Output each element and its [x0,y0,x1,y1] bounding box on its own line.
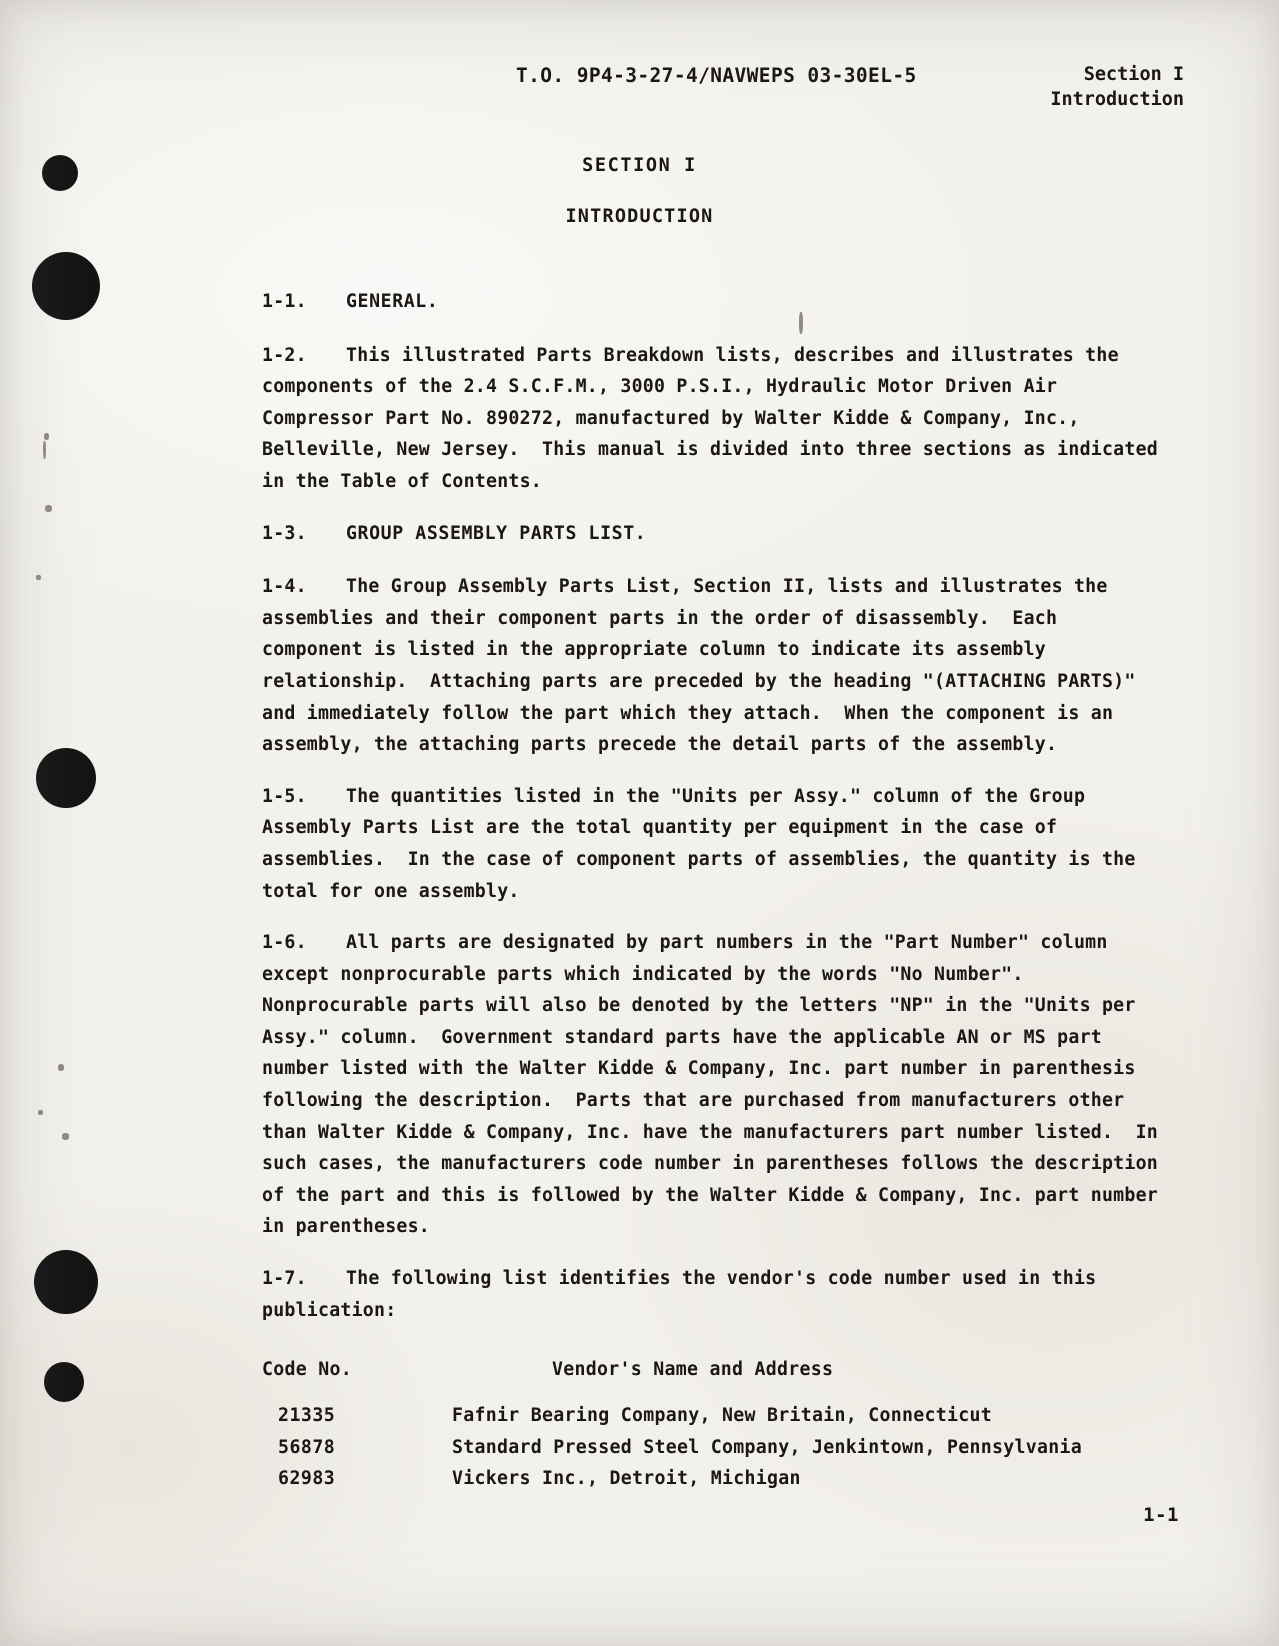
title-block [0,155,1279,227]
paragraph-number: 1-6. [262,932,307,954]
binding-hole-mark [36,748,96,808]
paragraph-text: The Group Assembly Parts List, Section II, lists and illustrates the assemblies and their component parts in the order of disassembly. Each component is listed in the appropriate column to indicate its assembly relationship. Attaching parts are preceded by the heading "(ATTACHING PARTS)" and immediately follow the part which they attach. When the component is an assembly, the attaching parts precede the detail parts of the assembly. [262,576,1147,756]
vendor-code: 21335 [278,1405,336,1427]
vendor-column-header-code: Code No. [262,1359,352,1381]
body-column [262,286,1170,1495]
paragraph-heading: GENERAL. [346,291,439,312]
paragraph-number: 1-5. [262,785,307,807]
paragraph-number: 1-3. [262,522,307,544]
vendor-row [262,1463,1162,1495]
paragraph-text: This illustrated Parts Breakdown lists, describes and illustrates the components of the 2.4 S.C.F.M., 3000 P.S.I., Hydraulic Motor Driven Air Compressor Part No. 890272, manufactured by Walter Kidde & Company, Inc., Belleville, New Jersey. This manual is divided into three sections as indicated in the Table of Contents. [262,344,1170,492]
vendor-code: 62983 [278,1468,336,1490]
paragraph-number: 1-2. [262,344,307,366]
paragraph-text: The following list identifies the vendor's code number used in this publication: [262,1268,1108,1321]
vendor-row [262,1400,1162,1432]
paragraph-1-1 [262,286,1162,318]
vendor-table-body [262,1400,1162,1495]
paragraph-number: 1-1. [262,291,307,312]
scan-speck [38,1110,43,1115]
scan-speck [62,1133,69,1140]
binding-hole-mark [32,252,100,320]
subject-title: INTRODUCTION [565,206,714,227]
scan-speck [44,433,49,440]
running-head [0,62,1279,122]
running-head-section-line2: Introduction [1050,89,1184,110]
scan-speck [36,575,41,580]
binding-hole-mark [34,1250,98,1314]
vendor-table-header [262,1354,1162,1386]
paragraph-text: All parts are designated by part numbers in the "Part Number" column except nonprocurable parts which indicated by the words "No Number". Nonprocurable parts will also be denoted by the letters "NP" in the "Units per Assy." column. Government standard parts have the applicable AN or MS part number listed with the Walter Kidde & Company, Inc. part number in parenthesis following the description. Parts that are purchased from manufacturers other than Walter Kidde & Company, Inc. have the manufacturers part number listed. In such cases, the manufacturers code number in parentheses follows the description of the part and this is followed by the Walter Kidde & Company, Inc. part number in parentheses. [262,932,1170,1238]
paragraph-1-7 [262,1263,1162,1326]
paragraph-1-4 [262,571,1162,761]
running-head-section-line1: Section I [1083,64,1184,85]
paragraph-heading: GROUP ASSEMBLY PARTS LIST. [346,522,647,544]
paragraph-text: The quantities listed in the "Units per Assy." column of the Group Assembly Parts List are the total quantity per equipment in the case of assemblies. In the case of component parts of assemblies, the quantity is the total for one assembly. [262,785,1147,902]
vendor-code-table [262,1354,1162,1495]
paragraph-1-5 [262,781,1162,907]
binding-hole-mark [44,1362,84,1402]
vendor-name-address: Vickers Inc., Detroit, Michigan [452,1468,801,1490]
paragraph-1-3 [262,518,1162,550]
section-title: SECTION I [582,155,697,176]
vendor-code: 56878 [278,1436,336,1458]
paragraph-1-6 [262,927,1170,1243]
paragraph-1-2 [262,340,1170,498]
vendor-name-address: Fafnir Bearing Company, New Britain, Connecticut [452,1405,992,1427]
vendor-name-address: Standard Pressed Steel Company, Jenkintown, Pennsylvania [452,1436,1082,1458]
running-head-document-number: T.O. 9P4-3-27-4/NAVWEPS 03-30EL-5 [516,64,917,87]
paragraph-number: 1-4. [262,576,307,598]
paragraph-number: 1-7. [262,1268,307,1290]
scan-speck [45,505,52,512]
scan-speck [43,441,46,459]
vendor-row [262,1432,1162,1464]
scan-speck [58,1064,64,1071]
paragraph-list [262,286,1170,1326]
running-head-section [1050,62,1184,112]
page-number: 1-1 [1143,1504,1179,1526]
vendor-column-header-name: Vendor's Name and Address [552,1359,834,1381]
